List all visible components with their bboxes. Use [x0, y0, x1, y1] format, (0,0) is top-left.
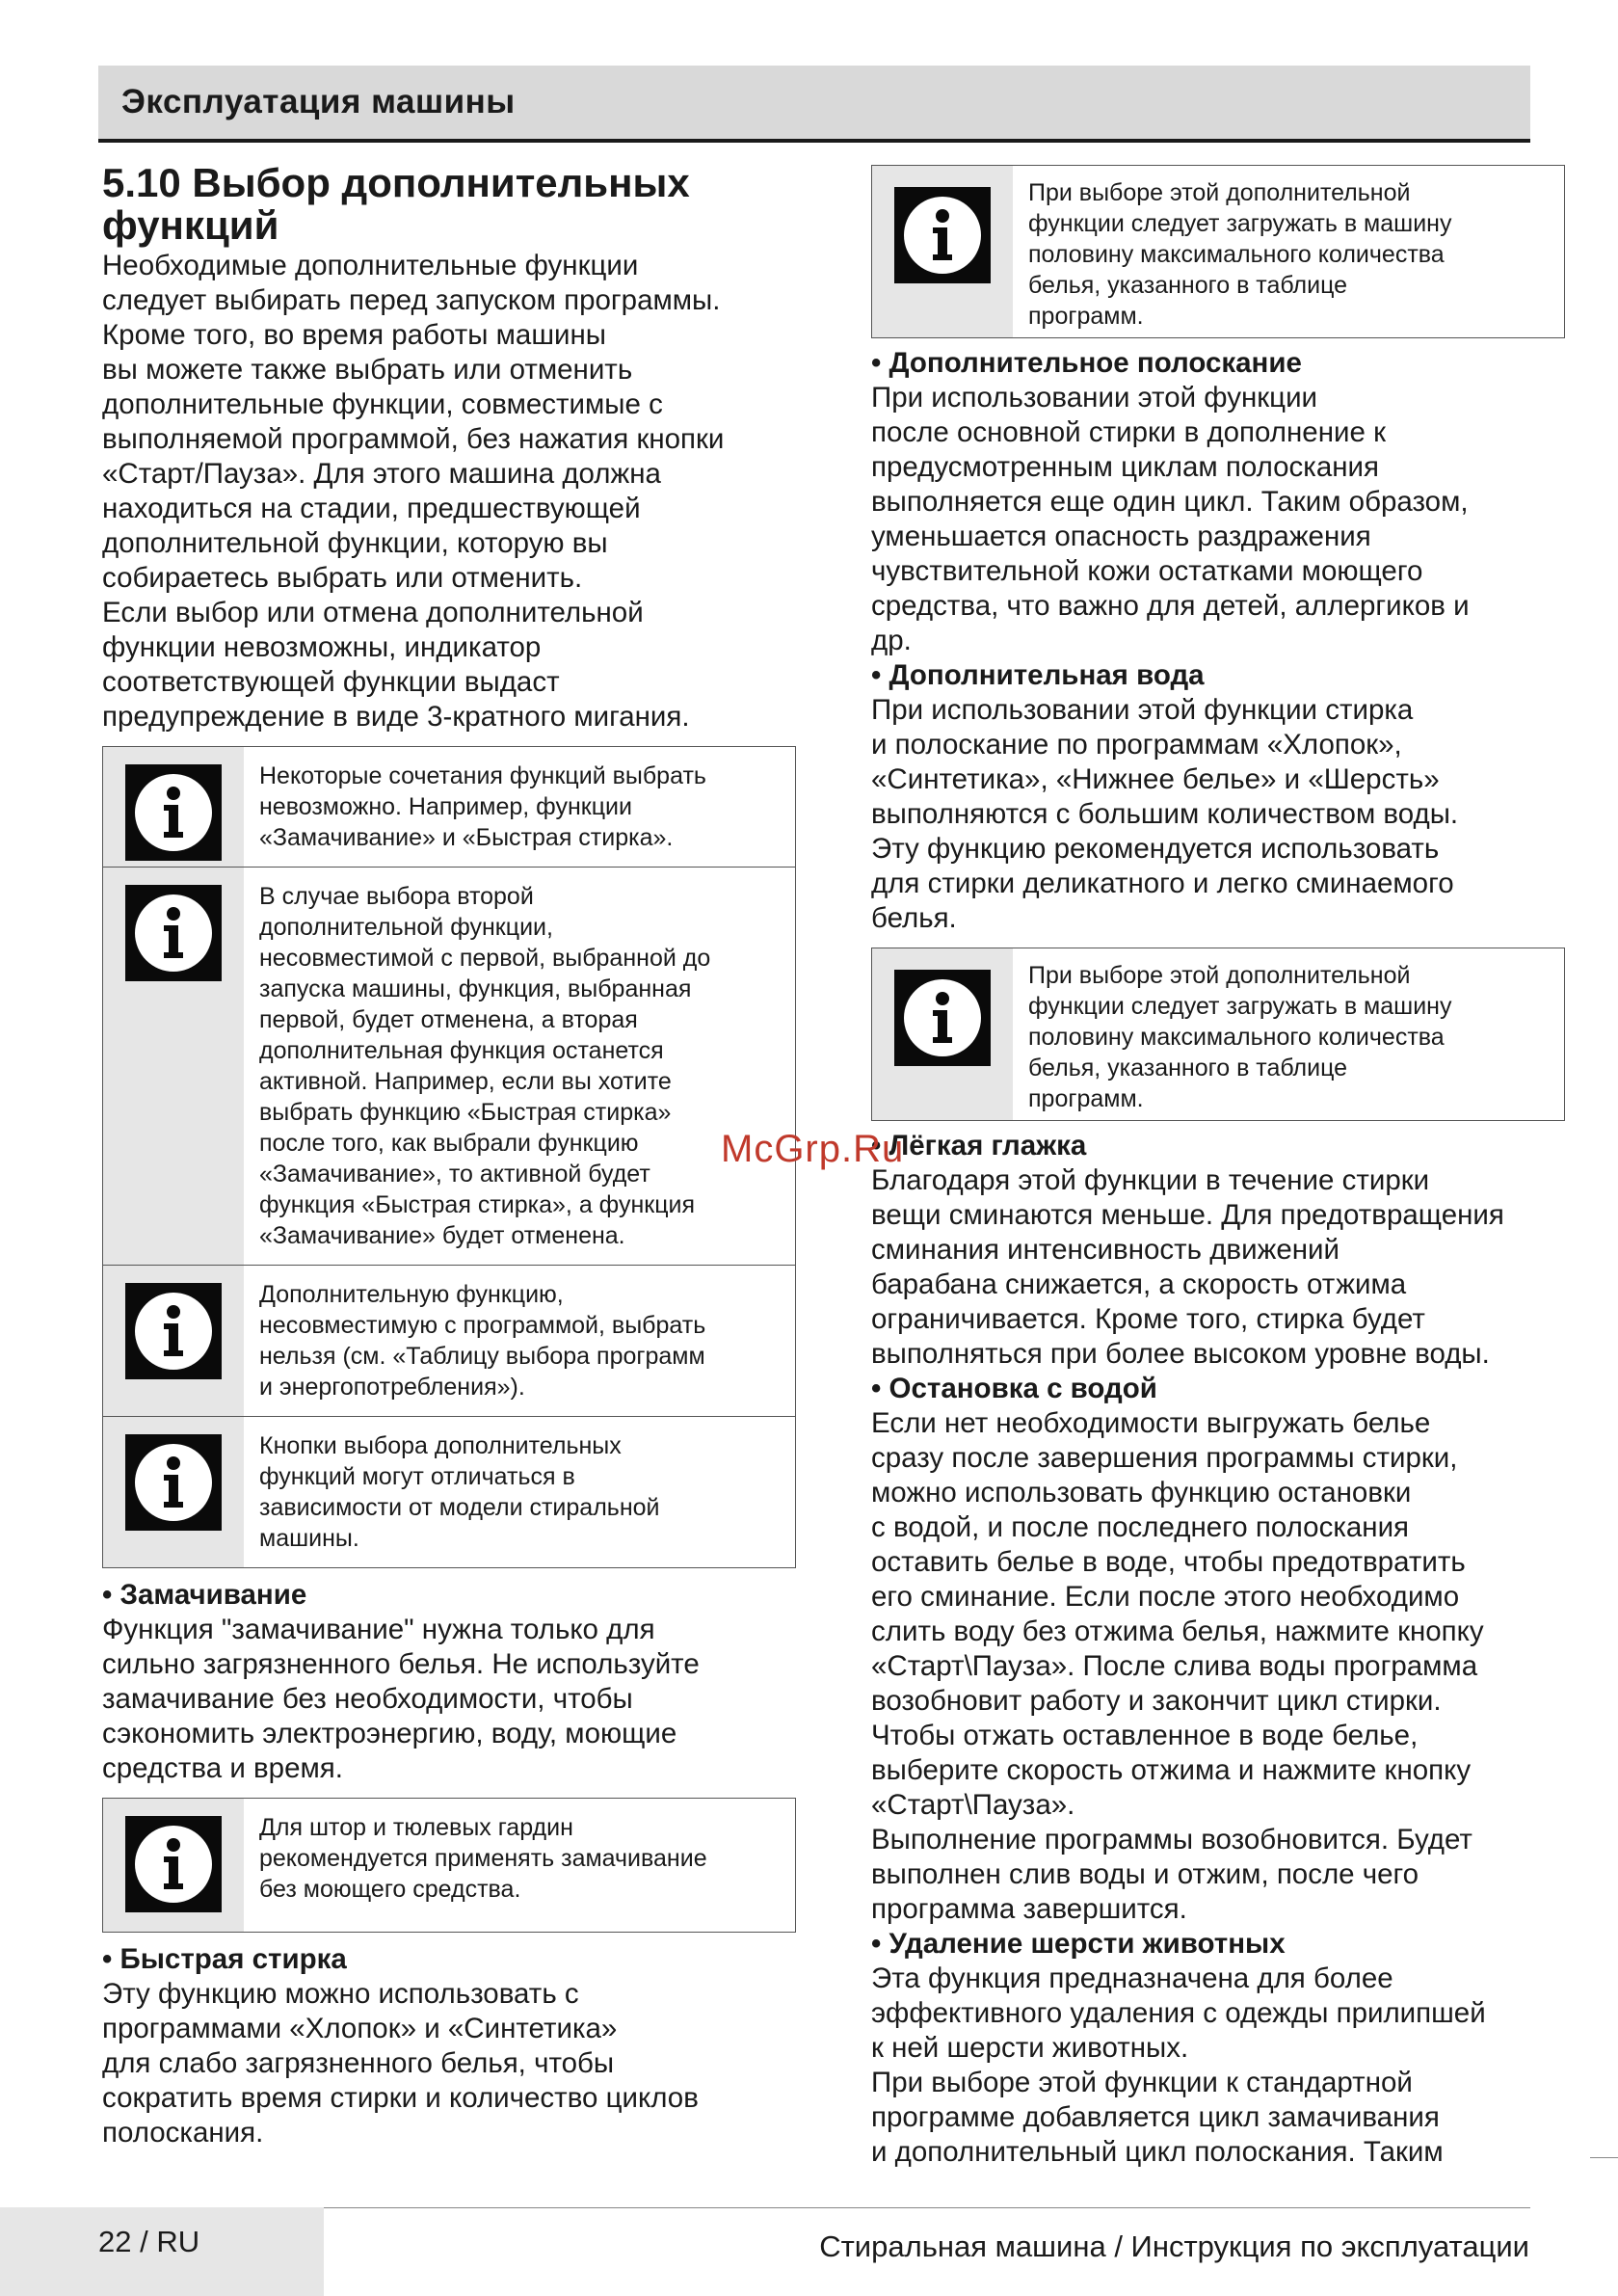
note-row: [103, 1266, 795, 1417]
note-icon-cell: [103, 1417, 244, 1567]
edge-mark: [1590, 2157, 1618, 2158]
right-column: [871, 165, 1565, 2170]
info-icon: [125, 885, 222, 981]
extra-water-heading: • Дополнительная вода: [871, 659, 1205, 691]
info-icon: [125, 764, 222, 861]
note-row: [103, 1799, 795, 1932]
note-row: [103, 747, 795, 868]
note-text: При выборе этой дополнительной функции следует загружать в машину половину максимального количества белья, указанного в таблице программ.: [1028, 962, 1452, 1112]
soak-text: Функция "замачивание" нужна только для сильно загрязненного белья. Не используйте замачивание без необходимости, чтобы сэкономить электроэнергию, воду, моющие средства и время.: [102, 1614, 700, 1784]
note-row: [872, 166, 1564, 337]
note-row: [103, 868, 795, 1266]
note-text: Для штор и тюлевых гардин рекомендуется применять замачивание без моющего средства.: [259, 1814, 707, 1903]
info-icon: [894, 187, 991, 283]
load-note: [871, 165, 1565, 338]
rinse-hold-heading: • Остановка с водой: [871, 1373, 1157, 1404]
section-title: 5.10 Выбор дополнительных функций: [102, 160, 690, 248]
page-number: 22 / RU: [98, 2225, 200, 2258]
info-icon: [894, 970, 991, 1066]
note-text: Кнопки выбора дополнительных функций могут отличаться в зависимости от модели стиральной машины.: [259, 1432, 660, 1552]
footer-divider: [324, 2207, 1530, 2208]
note-text: При выборе этой дополнительной функции следует загружать в машину половину максимального количества белья, указанного в таблице программ.: [1028, 179, 1452, 330]
note-row: [103, 1417, 795, 1567]
note-icon-cell: [103, 747, 244, 867]
easy-iron-text: Благодаря этой функции в течение стирки вещи сминаются меньше. Для предотвращения сминания интенсивность движений барабана снижается, а скорость отжима ограничивается. Кроме того, стирка будет выполняться при более высоком уровне воды.: [871, 1164, 1504, 1370]
footer-title: Стиральная машина / Инструкция по эксплуатации: [819, 2229, 1529, 2263]
note-icon-cell: [103, 1266, 244, 1416]
pet-hair-heading: • Удаление шерсти животных: [871, 1928, 1286, 1960]
header-title: Эксплуатация машины: [121, 83, 516, 120]
note-icon-cell: [103, 1799, 244, 1932]
note-text: Дополнительную функцию, несовместимую с программой, выбрать нельзя (см. «Таблицу выбора программ и энергопотребления»).: [259, 1281, 706, 1401]
watermark: McGrp.Ru: [721, 1128, 905, 1170]
extra-rinse-text: При использовании этой функции после основной стирки в дополнение к предусмотренным циклам полоскания выполняется еще один цикл. Таким образом, уменьшается опасность раздражения чувствительной кожи остатками моющего средства, что важно для детей, аллергиков и др.: [871, 382, 1470, 656]
rinse-hold-text: Если нет необходимости выгружать белье сразу после завершения программы стирки, можно использовать функцию остановки с водой, и после последнего полоскания оставить белье в воде, чтобы предотвратить его сминание. Если после этого необходимо слить воду без отжима белья, нажмите кнопку «Старт\Пауза». После слива воды программа возобновит работу и закончит цикл стирки. Чтобы отжать оставленное в воде белье, выберите скорость отжима и нажмите кнопку «Старт\Пауза». Выполнение программы возобновится. Будет выполнен слив воды и отжим, после чего программа завершится.: [871, 1407, 1484, 1925]
header-band: [98, 66, 1530, 143]
note-text: В случае выбора второй дополнительной функции, несовместимой с первой, выбранной до запуска машины, функция, выбранная первой, будет отменена, а вторая дополнительная функция останется активной. Например, если вы хотите выбрать функцию «Быстрая стирка» после того, как выбрали функцию «Замачивание», то активной будет функция «Быстрая стирка», а функция «Замачивание» будет отменена.: [259, 883, 711, 1249]
info-icon: [125, 1434, 222, 1531]
note-icon-cell: [103, 868, 244, 1265]
easy-iron-heading: • Лёгкая глажка: [871, 1130, 1087, 1161]
load-note-2: [871, 948, 1565, 1121]
note-icon-cell: [872, 166, 1013, 337]
intro-text: Необходимые дополнительные функции следует выбирать перед запуском программы. Кроме того, во время работы машины вы можете также выбрать или отменить дополнительные функции, совместимые с выполняемой программой, без нажатия кнопки «Старт/Пауза». Для этого машина должна находиться на стадии, предшествующей дополнительной функции, которую вы собираетесь выбрать или отменить. Если выбор или отмена дополнительной функции невозможны, индикатор соответствующей функции выдаст предупреждение в виде 3-кратного мигания.: [102, 250, 725, 733]
soak-heading: • Замачивание: [102, 1579, 307, 1611]
quick-wash-heading: • Быстрая стирка: [102, 1943, 347, 1975]
info-icon: [125, 1283, 222, 1379]
info-icon: [125, 1816, 222, 1912]
note-icon-cell: [872, 948, 1013, 1120]
pet-hair-text: Эта функция предназначена для более эффективного удаления с одежды прилипшей к ней шерсти животных. При выборе этой функции к стандартной программе добавляется цикл замачивания и дополнительный цикл полоскания. Таким: [871, 1962, 1486, 2168]
notes-table: [102, 746, 796, 1568]
extra-water-text: При использовании этой функции стирка и полоскание по программам «Хлопок», «Синтетика», «Нижнее белье» и «Шерсть» выполняются с большим количеством воды. Эту функцию рекомендуется использовать для стирки деликатного и легко сминаемого белья.: [871, 694, 1459, 934]
extra-rinse-heading: • Дополнительное полоскание: [871, 347, 1302, 379]
soak-note: [102, 1798, 796, 1933]
left-column: [102, 162, 796, 2150]
note-row: [872, 948, 1564, 1120]
note-text: Некоторые сочетания функций выбрать невозможно. Например, функции «Замачивание» и «Быстрая стирка».: [259, 762, 706, 851]
quick-wash-text: Эту функцию можно использовать с программами «Хлопок» и «Синтетика» для слабо загрязненного белья, чтобы сократить время стирки и количество циклов полоскания.: [102, 1978, 699, 2149]
